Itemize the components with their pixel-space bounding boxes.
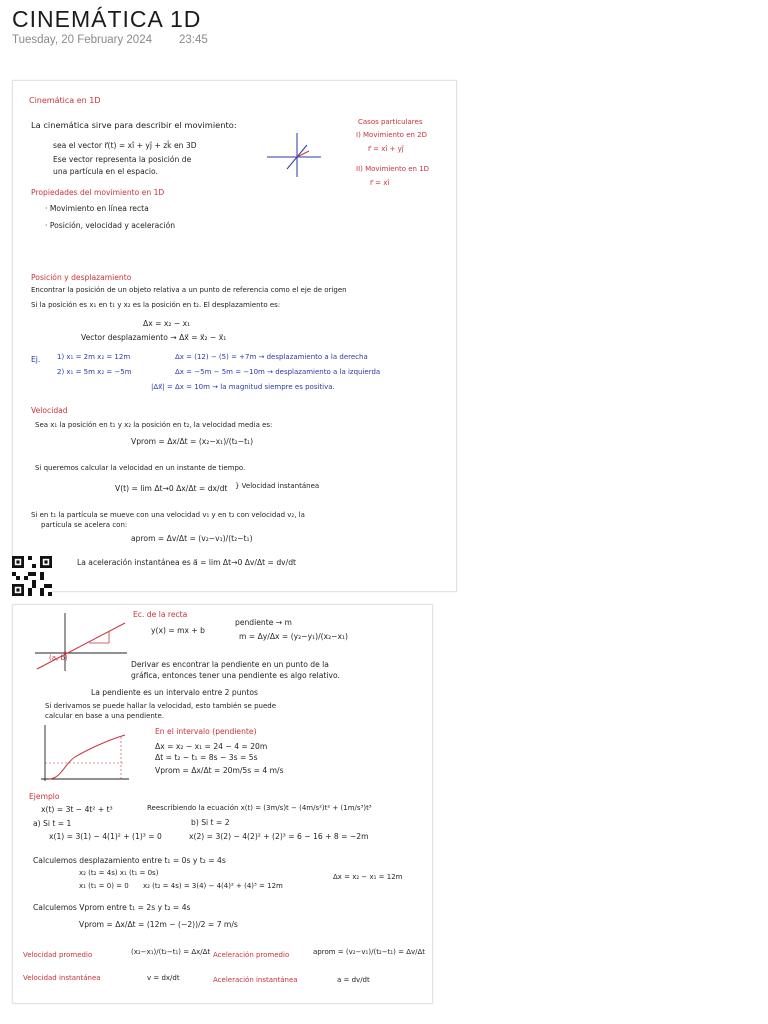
vector-desc-2: una partícula en el espacio.: [53, 167, 158, 176]
sum-vel-prom-eq: (x₂−x₁)/(t₂−t₁) = Δx/Δt: [131, 948, 211, 956]
ex-vprom-eq: Vprom = Δx/Δt = (12m − (−2))/2 = 7 m/s: [79, 920, 238, 929]
sum-acc-inst-eq: a = dv/dt: [337, 976, 370, 984]
ej-3: |Δx⃗| = Δx = 10m → la magnitud siempre es positiva.: [151, 383, 335, 391]
ex-desp: Calculemos desplazamiento entre t₁ = 0s y t₂ = 4s: [33, 856, 226, 865]
axes-sketch: [263, 131, 323, 179]
int-title: En el intervalo (pendiente): [155, 727, 257, 736]
ec-eq: y(x) = mx + b: [151, 626, 206, 635]
qr-code-icon: [12, 556, 52, 596]
side-case-2-eq: r⃗ = xî: [370, 179, 390, 187]
ej-2a: 2) x₁ = 5m x₂ = −5m: [57, 368, 132, 376]
vel-text-1: Sea x₁ la posición en t₁ y x₂ la posición en t₂, la velocidad media es:: [35, 421, 273, 429]
ex-b-eq: x(2) = 3(2) − 4(2)² + (2)³ = 6 − 16 + 8 = −2m: [189, 832, 369, 841]
sum-acc-prom: Aceleración promedio: [213, 951, 290, 959]
ex-b: b) Si t = 2: [191, 818, 230, 827]
props-item-2: · Posición, velocidad y aceleración: [45, 221, 176, 230]
ej-label: Ej.: [31, 355, 41, 364]
handwritten-page-2: [12, 604, 433, 1004]
deriv-2: gráfica, entonces tener una pendiente es algo relativo.: [131, 671, 340, 680]
intro-text: La cinemática sirve para describir el movimiento:: [31, 120, 237, 130]
props-item-1: · Movimiento en línea recta: [45, 204, 149, 213]
pos-text-1: Encontrar la posición de un objeto relativa a un punto de referencia como el eje de origen: [31, 286, 347, 294]
note-date: Tuesday, 20 February 2024: [12, 34, 152, 46]
vel-text-2: Si queremos calcular la velocidad en un instante de tiempo.: [35, 464, 246, 472]
side-title: Casos particulares: [358, 118, 423, 126]
acc-text-2: partícula se acelera con:: [41, 521, 128, 529]
sum-acc-prom-eq: aprom = (v₂−v₁)/(t₂−t₁) = Δv/Δt: [313, 948, 426, 956]
ex-a: a) Si t = 1: [33, 819, 72, 828]
note-time: 23:45: [179, 34, 208, 46]
pend-int: La pendiente es un intervalo entre 2 puntos: [91, 688, 258, 697]
ex-vprom: Calculemos Vprom entre t₁ = 2s y t₂ = 4s: [33, 903, 191, 912]
pos-eq-2: Vector desplazamiento → Δx⃗ = x⃗₂ − x⃗₁: [81, 333, 227, 342]
ex-a-eq: x(1) = 3(1) − 4(1)² + (1)³ = 0: [49, 832, 162, 841]
vel-title: Velocidad: [31, 406, 68, 415]
ej-2b: Δx = −5m − 5m = −10m → desplazamiento a la izquierda: [175, 368, 381, 376]
graph-label: (a, b): [49, 654, 68, 662]
sum-vel-prom: Velocidad promedio: [23, 951, 93, 959]
sum-vel-inst: Velocidad instantánea: [23, 974, 101, 982]
sum-acc-inst: Aceleración instantánea: [213, 976, 298, 984]
handwritten-page-1: [12, 80, 457, 592]
deriv-1: Derivar es encontrar la pendiente en un punto de la: [131, 660, 329, 669]
sum-vel-inst-eq: v = dx/dt: [147, 974, 180, 982]
note-title: CINEMÁTICA 1D: [12, 6, 202, 32]
vel-brace: } Velocidad instantánea: [235, 482, 320, 490]
side-case-1: I) Movimiento en 2D: [356, 131, 428, 139]
int-2: Δt = t₂ − t₁ = 8s − 3s = 5s: [155, 753, 258, 762]
heading-cinematica: Cinemática en 1D: [29, 96, 101, 105]
line-graph-sketch: [29, 611, 129, 673]
pos-title: Posición y desplazamiento: [31, 273, 132, 282]
vel-eq-2: V(t) = lim Δt→0 Δx/Δt = dx/dt: [115, 484, 228, 493]
vel-eq: Vprom = Δx/Δt = (x₂−x₁)/(t₂−t₁): [131, 437, 254, 446]
int-1: Δx = x₂ − x₁ = 24 − 4 = 20m: [155, 742, 268, 751]
side-case-2: II) Movimiento en 1D: [356, 165, 430, 173]
ex-x1-val: x₁ (t₁ = 0) = 0: [79, 882, 129, 890]
ex-title: Ejemplo: [29, 792, 60, 801]
position-curve-sketch: [35, 723, 131, 783]
ej-1b: Δx = (12) − (5) = +7m → desplazamiento a la derecha: [175, 353, 368, 361]
ex-rewrite: Reescribiendo la ecuación x(t) = (3m/s)t − (4m/s²)t² + (1m/s³)t³: [147, 804, 372, 812]
side-case-1-eq: r⃗ = xî + yĵ: [368, 145, 404, 153]
ex-x2-x1: x₂ (t₂ = 4s) x₁ (t₁ = 0s): [79, 869, 159, 877]
acc-text-3: La aceleración instantánea es a⃗ = lim Δt→0 Δv/Δt = dv/dt: [77, 558, 296, 567]
props-title: Propiedades del movimiento en 1D: [31, 188, 165, 197]
int-3: Vprom = Δx/Δt = 20m/5s = 4 m/s: [155, 766, 284, 775]
vector-desc-1: Ese vector representa la posición de: [53, 155, 192, 164]
acc-text-1: Si en t₁ la partícula se mueve con una velocidad v₁ y en t₂ con velocidad v₂, la: [31, 511, 305, 519]
pos-text-2: Si la posición es x₁ en t₁ y x₂ es la posición en t₂. El desplazamiento es:: [31, 301, 281, 309]
ex-dx: Δx = x₂ − x₁ = 12m: [333, 873, 403, 881]
pos-eq-1: Δx = x₂ − x₁: [143, 319, 191, 328]
deriv-3: Si derivamos se puede hallar la velocidad, esto también se puede: [45, 702, 277, 710]
acc-eq: aprom = Δv/Δt = (v₂−v₁)/(t₂−t₁): [131, 534, 253, 543]
ex-x2-val: x₂ (t₂ = 4s) = 3(4) − 4(4)² + (4)³ = 12m: [143, 882, 283, 890]
ex-eq: x(t) = 3t − 4t² + t³: [41, 805, 113, 814]
pend-eq: m = Δy/Δx = (y₂−y₁)/(x₂−x₁): [239, 632, 349, 641]
pend-label: pendiente → m: [235, 618, 292, 627]
ej-1a: 1) x₁ = 2m x₂ = 12m: [57, 353, 131, 361]
vector-line: sea el vector r⃗(t) = xî + yĵ + zk̂ en 3D: [53, 141, 197, 150]
deriv-4: calcular en base a una pendiente.: [45, 712, 165, 720]
ec-title: Ec. de la recta: [133, 610, 188, 619]
